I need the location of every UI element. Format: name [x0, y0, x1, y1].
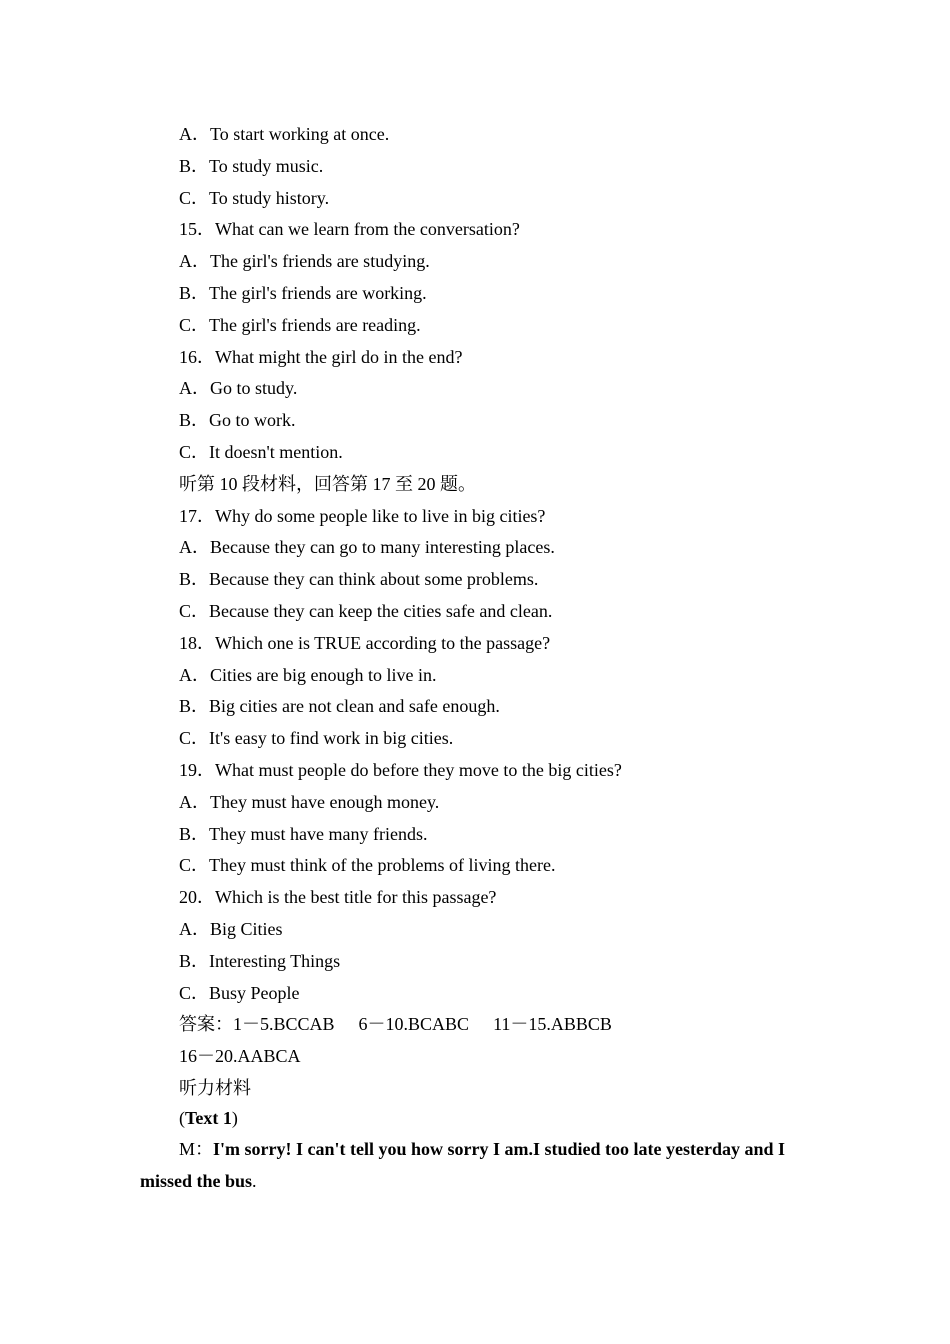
option-line: A．Go to study. [179, 378, 298, 399]
question-line: 17．Why do some people like to live in big cities? [179, 505, 546, 526]
option-line: C．Because they can keep the cities safe and clean. [179, 600, 553, 621]
text-label: (Text 1) [179, 1107, 238, 1128]
option-line: C．The girl's friends are reading. [179, 314, 421, 335]
answer-range: 11－15.ABBCB [493, 1014, 612, 1035]
option-line: C．They must think of the problems of living there. [179, 855, 556, 876]
option-line: A．They must have enough money. [179, 791, 440, 812]
transcript-heading: 听力材料 [179, 1077, 251, 1098]
option-line: B．They must have many friends. [179, 823, 428, 844]
option-line: A．The girl's friends are studying. [179, 251, 430, 272]
answer-key-line [140, 1009, 830, 1041]
question-line: 16．What might the girl do in the end? [179, 346, 463, 367]
option-line: B．The girl's friends are working. [179, 282, 427, 303]
option-line: C．It's easy to find work in big cities. [179, 728, 454, 749]
option-line: B．Because they can think about some problems. [179, 569, 539, 590]
option-line: C．It doesn't mention. [179, 441, 343, 462]
option-line: A．Because they can go to many interesting places. [179, 537, 555, 558]
option-line: A．Cities are big enough to live in. [179, 664, 437, 685]
option-line: B．To study music. [179, 155, 324, 176]
text-label-bold: Text 1 [185, 1107, 232, 1128]
option-line: A．Big Cities [179, 918, 283, 939]
answer-key-line [140, 1041, 830, 1073]
option-line: B．Interesting Things [179, 950, 341, 971]
section-instruction: 听第 10 段材料，回答第 17 至 20 题。 [179, 473, 476, 494]
option-line: B．Big cities are not clean and safe enough. [179, 696, 500, 717]
answer-range: 16－20.AABCA [179, 1046, 301, 1067]
speech-text: I'm sorry! I can't tell you how sorry I am.I studied too late yesterday and I missed the bus [140, 1138, 785, 1191]
question-line: 19．What must people do before they move to the big cities? [179, 759, 622, 780]
option-line: B．Go to work. [179, 410, 296, 431]
speaker-label: M： [179, 1138, 214, 1159]
option-line: C．To study history. [179, 187, 330, 208]
question-line: 20．Which is the best title for this passage? [179, 887, 497, 908]
answer-range: 6－10.BCABC [358, 1014, 470, 1035]
option-line: A．To start working at once. [179, 124, 390, 144]
transcript-paragraph: M：I'm sorry! I can't tell you how sorry I am.I studied too late yesterday and I missed the bus. [140, 1138, 785, 1191]
option-line: C．Busy People [179, 982, 300, 1003]
answer-range: 1－5.BCCAB [233, 1014, 335, 1035]
answer-label: 答案： [179, 1014, 233, 1035]
page-content [140, 119, 830, 1197]
question-line: 18．Which one is TRUE according to the passage? [179, 632, 551, 653]
question-line: 15．What can we learn from the conversation? [179, 219, 520, 240]
